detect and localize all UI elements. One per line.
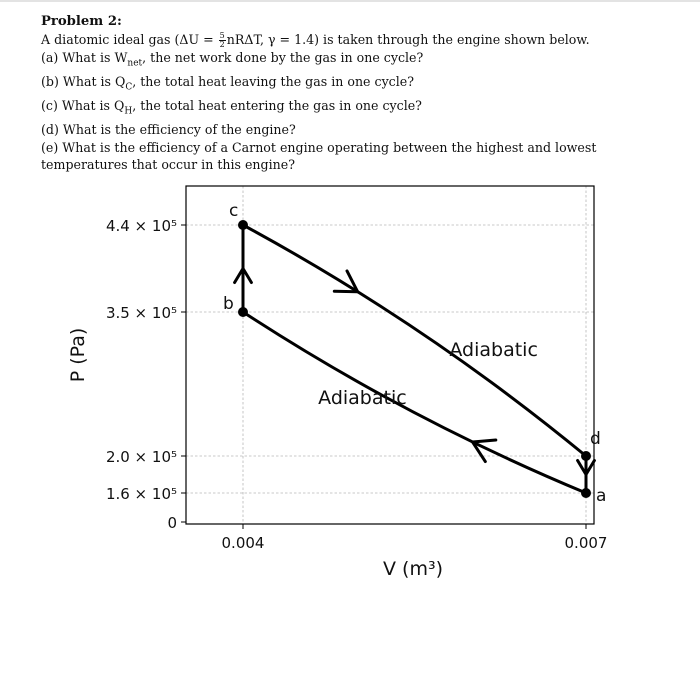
state-label-b: b	[223, 294, 234, 314]
y-tick-label: 3.5 × 10⁵	[105, 304, 177, 322]
question-b-start: (b) What is Q	[41, 73, 126, 89]
state-point-b	[238, 307, 248, 317]
fraction-numerator: 5	[219, 30, 225, 40]
problem-title: Problem 2:	[41, 14, 122, 29]
y-tick-label: 2.0 × 10⁵	[105, 448, 177, 466]
question-e: (e) What is the efficiency of a Carnot engine operating between the highest and lowest temperatures that occur in this engine?	[41, 139, 597, 173]
question-c-start: (c) What is Q	[41, 97, 125, 113]
state-label-a: a	[596, 486, 607, 506]
question-b-end: , the total heat leaving the gas in one cycle?	[132, 73, 414, 89]
intro-text-end: nRΔT, γ = 1.4) is taken through the engine shown below.	[226, 31, 590, 47]
y-tick-label: 4.4 × 10⁵	[105, 217, 177, 235]
y-tick-label: 0	[167, 514, 177, 532]
x-axis-label: V (m³)	[383, 558, 443, 580]
state-point-a	[581, 488, 591, 498]
state-point-c	[238, 220, 248, 230]
x-tick-label: 0.004	[221, 534, 265, 552]
y-tick-label: 1.6 × 10⁵	[105, 485, 177, 503]
intro-text-start: A diatomic ideal gas (ΔU =	[41, 31, 218, 47]
question-a-subscript: net	[127, 58, 143, 69]
tick-layer	[106, 217, 608, 552]
question-a-start: (a) What is W	[41, 49, 128, 65]
state-label-d: d	[590, 429, 601, 449]
process-label-adiabatic: Adiabatic	[318, 387, 407, 410]
arrow-layer	[235, 269, 595, 475]
question-c-subscript: H	[124, 106, 133, 117]
question-c-end: , the total heat entering the gas in one cycle?	[132, 97, 422, 113]
question-b-subscript: C	[125, 82, 133, 93]
state-label-c: c	[229, 201, 239, 221]
question-a-end: , the net work done by the gas in one cycle?	[142, 49, 424, 65]
question-d: (d) What is the efficiency of the engine?	[41, 121, 296, 137]
x-tick-label: 0.007	[564, 534, 608, 552]
process-label-adiabatic: Adiabatic	[449, 338, 538, 361]
fraction-denominator: 2	[219, 39, 225, 49]
y-axis-label: P (Pa)	[67, 327, 89, 383]
state-point-d	[581, 451, 591, 461]
